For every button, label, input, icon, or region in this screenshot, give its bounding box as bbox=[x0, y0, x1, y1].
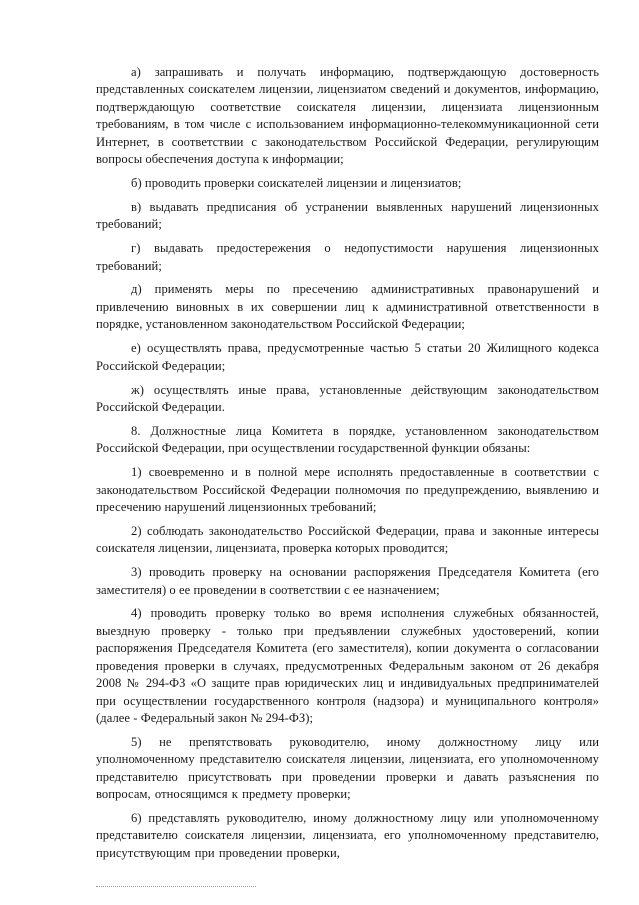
duty-6: 6) представлять руководителю, иному должностному лицу или уполномоченному представителю соискателя лицензии, лицензиата, его уполномоченному представителю, присутствующим при проведении проверки, bbox=[96, 810, 599, 860]
paragraph-v: в) выдавать предписания об устранении выявленных нарушений лицензионных требований; bbox=[96, 199, 599, 232]
footer-divider bbox=[96, 886, 256, 887]
duty-1: 1) своевременно и в полной мере исполнять предоставленные в соответствии с законодательством Российской Федерации полномочия по предупреждению, выявлению и пресечению нарушений лицензионных требований; bbox=[96, 465, 599, 514]
paragraph-b: б) проводить проверки соискателей лицензии и лицензиатов; bbox=[131, 175, 462, 190]
document-body bbox=[96, 64, 599, 869]
duty-4: 4) проводить проверку только во время исполнения служебных обязанностей, выездную проверку - только при предъявлении служебных удостоверений, копии распоряжения Председателя Комитета (его заместителя), копии документа о согласовании проведения проверки в случаях, предусмотренных Федеральным законом от 26 декабря 2008 № 294-ФЗ «О защите прав юридических лиц и индивидуальных предпринимателей при осуществлении государственного контроля (надзора) и муниципального контроля» (далее - Федеральный закон № 294-ФЗ); bbox=[96, 606, 599, 725]
duty-3: 3) проводить проверку на основании распоряжения Председателя Комитета (его заместителя) о ее проведении в соответствии с ее назначением; bbox=[96, 565, 599, 597]
paragraph-e: е) осуществлять права, предусмотренные частью 5 статьи 20 Жилищного кодекса Российской Федерации; bbox=[96, 341, 599, 373]
section-8-heading: 8. Должностные лица Комитета в порядке, установленном законодательством Российской Федерации, при осуществлении государственной функции обязаны: bbox=[96, 423, 599, 456]
paragraph-zh: ж) осуществлять иные права, установленные действующим законодательством Российской Федерации. bbox=[96, 382, 599, 414]
duty-2: 2) соблюдать законодательство Российской Федерации, права и законные интересы соискателя лицензии, лицензиата, проверка которых проводится; bbox=[96, 523, 599, 556]
paragraph-a: а) запрашивать и получать информацию, подтверждающую достоверность представленных соискателем лицензии, лицензиатом сведений и документов, информацию, подтверждающую соответствие соискателя лицензии, лицензиата лицензионным требованиям, в том числе с использованием информационно-телекоммуникационной сети Интернет, в соответствии с законодательством Российской Федерации, регулирующим вопросы обеспечения доступа к информации; bbox=[96, 65, 599, 167]
duty-5: 5) не препятствовать руководителю, иному должностному лицу или уполномоченному представителю соискателя лицензии, лицензиата, его уполномоченному представителю присутствовать при проведении проверки и давать разъяснения по вопросам, относящимся к предмету проверки; bbox=[96, 734, 599, 802]
paragraph-d: д) применять меры по пресечению административных правонарушений и привлечению виновных в их совершении лиц к административной ответственности в порядке, установленном законодательством Российской Федерации; bbox=[96, 282, 599, 332]
paragraph-g: г) выдавать предостережения о недопустимости нарушения лицензионных требований; bbox=[96, 241, 599, 273]
